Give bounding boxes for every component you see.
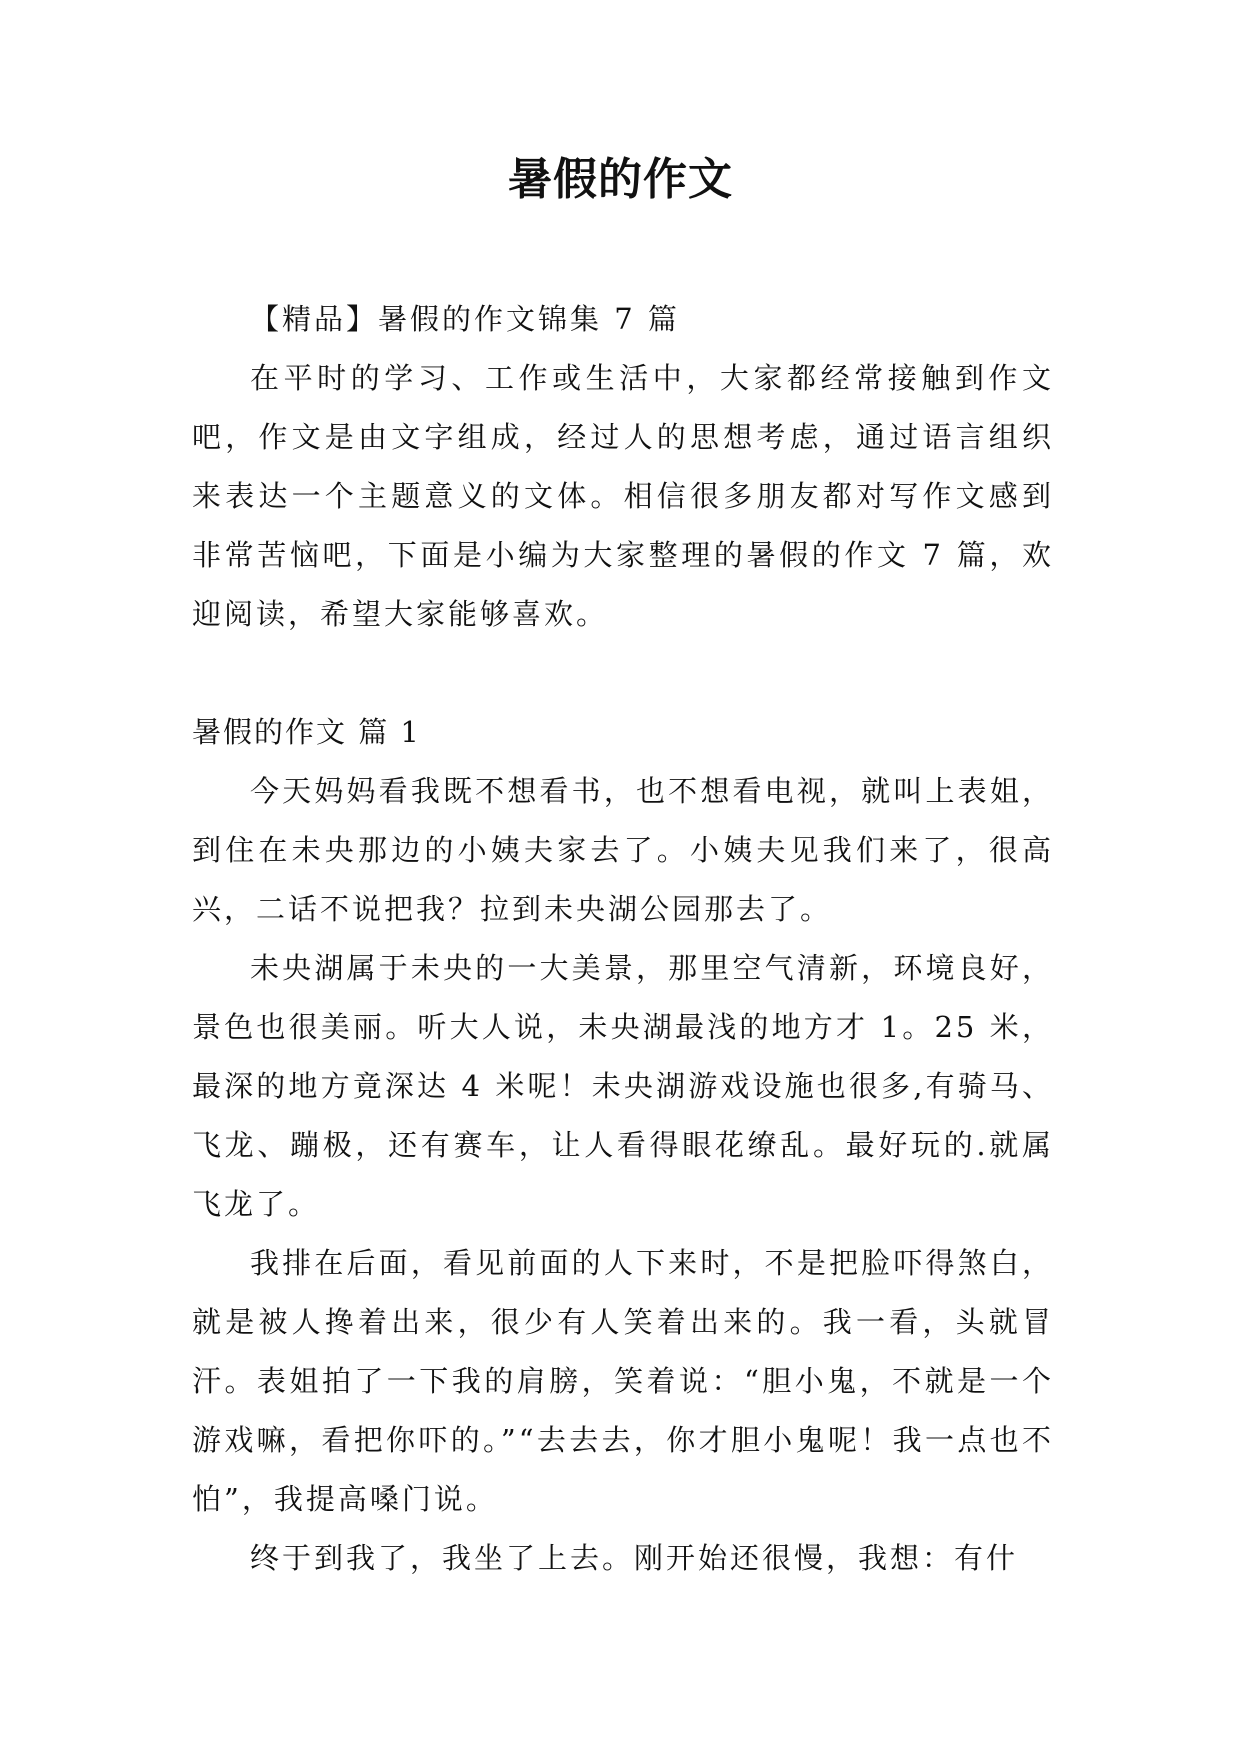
document-body [192,290,1054,1588]
document-subtitle: 【精品】暑假的作文锦集 7 篇 [250,302,680,336]
section-spacer [192,644,1054,703]
body-paragraph: 我排在后面，看见前面的人下来时，不是把脸吓得煞白，就是被人搀着出来，很少有人笑着出来的。我一看，头就冒汗。表姐拍了一下我的肩膀，笑着说：“胆小鬼，不就是一个游戏嘛，看把你吓的。”“去去去，你才胆小鬼呢！我一点也不怕”，我提高嗓门说。 [192,1246,1054,1516]
section-heading: 暑假的作文 篇 1 [192,715,421,749]
body-paragraph: 今天妈妈看我既不想看书，也不想看电视，就叫上表姐，到住在未央那边的小姨夫家去了。小姨夫见我们来了，很高兴，二话不说把我？拉到未央湖公园那去了。 [192,774,1054,926]
body-paragraph: 未央湖属于未央的一大美景，那里空气清新，环境良好，景色也很美丽。听大人说，未央湖最浅的地方才 1。25 米，最深的地方竟深达 4 米呢！未央湖游戏设施也很多,有骑马、飞龙、蹦极，还有赛车，让人看得眼花缭乱。最好玩的.就属飞龙了。 [192,951,1054,1221]
document-title: 暑假的作文 [508,154,733,205]
body-paragraph: 终于到我了，我坐了上去。刚开始还很慢，我想：有什 [250,1541,1019,1575]
intro-paragraph: 在平时的学习、工作或生活中，大家都经常接触到作文吧，作文是由文字组成，经过人的思想考虑，通过语言组织来表达一个主题意义的文体。相信很多朋友都对写作文感到非常苦恼吧，下面是小编为大家整理的暑假的作文 7 篇，欢迎阅读，希望大家能够喜欢。 [192,361,1054,631]
